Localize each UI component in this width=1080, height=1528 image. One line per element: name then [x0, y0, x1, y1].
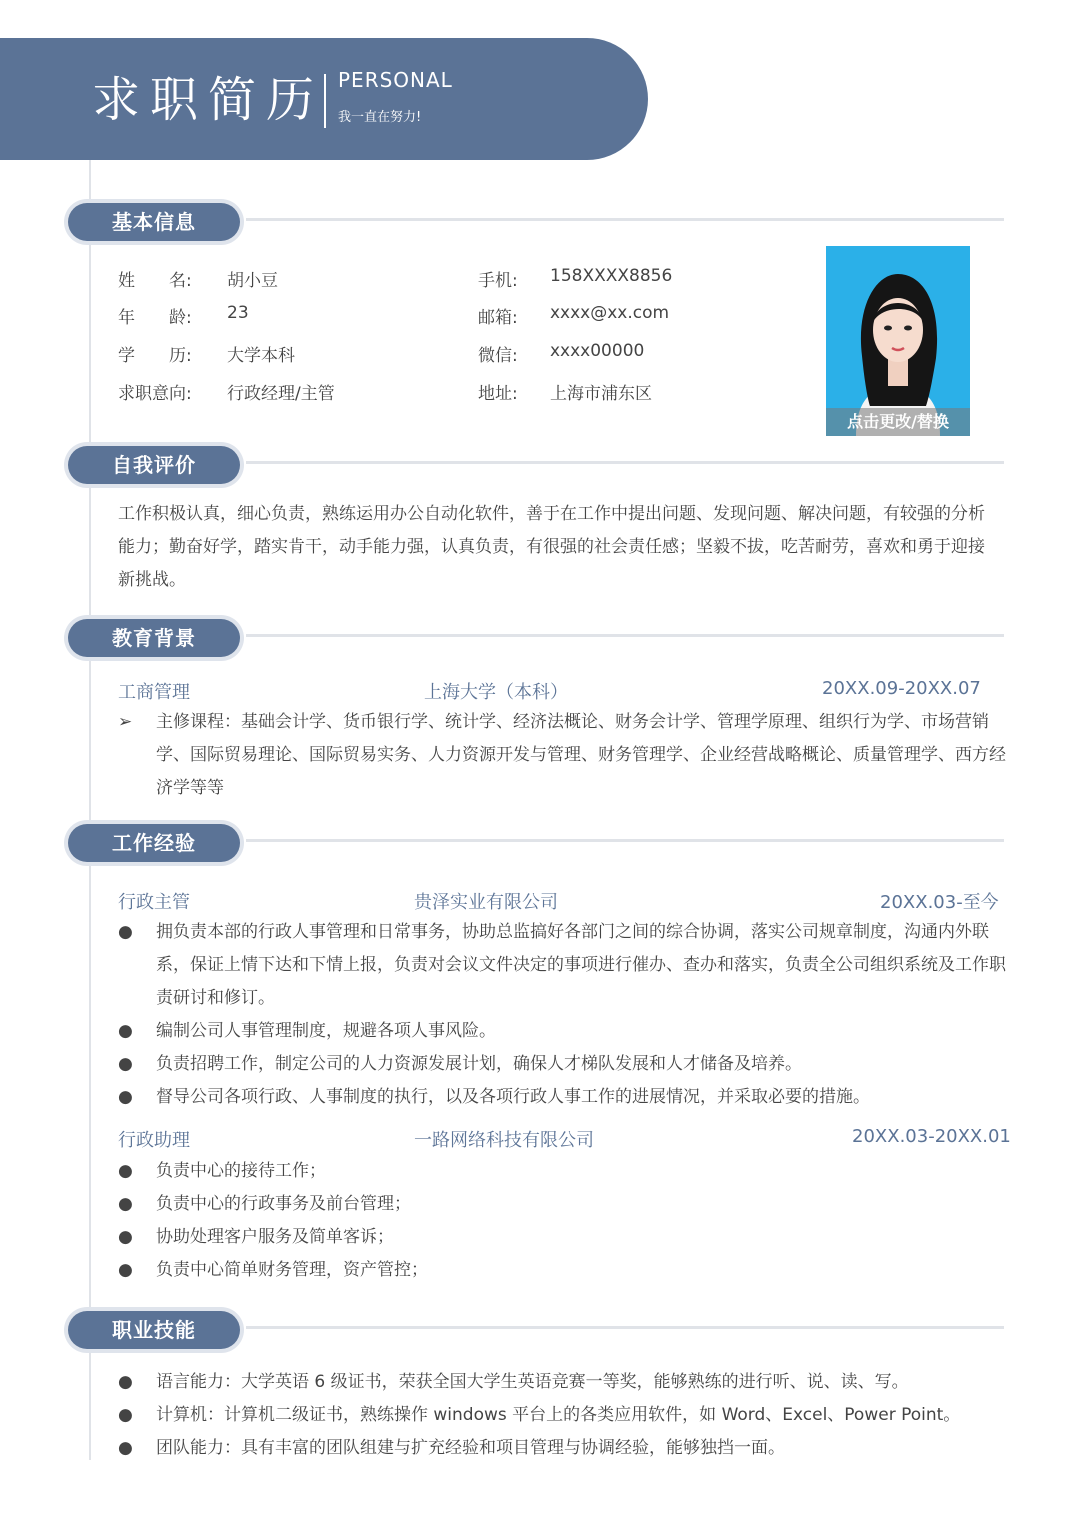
- email-value: xxxx@xx.com: [550, 303, 670, 323]
- job-2-company: 一路网络科技有限公司: [414, 1130, 594, 1151]
- address-value: 上海市浦东区: [550, 384, 652, 404]
- section-divider: [246, 634, 1004, 637]
- job-2-period: 20XX.03-20XX.01: [852, 1126, 1011, 1147]
- arrow-icon: ➢: [118, 712, 133, 732]
- header-divider: [324, 74, 326, 128]
- edu-period: 20XX.09-20XX.07: [822, 678, 981, 699]
- section-education: 教育背景: [68, 619, 240, 657]
- job-1-title: 行政主管: [118, 892, 190, 913]
- wechat-value: xxxx00000: [550, 341, 645, 361]
- edu-major: 工商管理: [118, 682, 190, 703]
- job-1-period: 20XX.03-至今: [880, 892, 999, 913]
- intent-label: 求职意向:: [118, 384, 192, 404]
- section-basic-info: 基本信息: [68, 203, 240, 241]
- section-divider: [246, 218, 1004, 221]
- profile-photo[interactable]: [826, 246, 970, 436]
- bullet-icon: ●: [118, 1021, 133, 1041]
- phone-value: 158XXXX8856: [550, 266, 673, 286]
- degree-value: 大学本科: [227, 346, 295, 366]
- wechat-label: 微信:: [478, 346, 518, 366]
- bullet-icon: ●: [118, 1194, 133, 1214]
- bullet-icon: ●: [118, 1227, 133, 1247]
- timeline-line: [89, 160, 91, 1460]
- header-subtitle: PERSONAL: [338, 68, 453, 92]
- email-label: 邮箱:: [478, 308, 518, 328]
- degree-label: 学 历:: [118, 346, 192, 366]
- bullet-icon: ●: [118, 1372, 133, 1392]
- address-label: 地址:: [478, 384, 518, 404]
- bullet-icon: ●: [118, 922, 133, 942]
- name-label: 姓 名:: [118, 271, 192, 291]
- resume-title: 求职简历: [92, 72, 325, 128]
- name-value: 胡小豆: [227, 271, 278, 291]
- bullet-icon: ●: [118, 1405, 133, 1425]
- bullet-icon: ●: [118, 1054, 133, 1074]
- phone-label: 手机:: [478, 271, 518, 291]
- header-motto: 我一直在努力!: [338, 110, 422, 125]
- section-divider: [246, 1326, 1004, 1329]
- bullet-icon: ●: [118, 1260, 133, 1280]
- section-self-evaluation: 自我评价: [68, 446, 240, 484]
- section-work-experience: 工作经验: [68, 824, 240, 862]
- edu-school: 上海大学（本科）: [424, 682, 568, 703]
- section-divider: [246, 839, 1004, 842]
- job-2-title: 行政助理: [118, 1130, 190, 1151]
- change-photo-button[interactable]: 点击更改/替换: [826, 408, 970, 436]
- bullet-icon: ●: [118, 1438, 133, 1458]
- age-value: 23: [227, 303, 249, 323]
- bullet-icon: ●: [118, 1087, 133, 1107]
- bullet-icon: ●: [118, 1161, 133, 1181]
- job-1-company: 贵泽实业有限公司: [414, 892, 558, 913]
- self-evaluation-text: 工作积极认真，细心负责，熟练运用办公自动化软件，善于在工作中提出问题、发现问题、解决问题，有较强的分析能力；勤奋好学，踏实肯干，动手能力强，认真负责，有很强的社会责任感；坚毅不拔，吃苦耐劳，喜欢和勇于迎接新挑战。: [118, 504, 985, 590]
- age-label: 年 龄:: [118, 308, 192, 328]
- section-divider: [246, 461, 1004, 464]
- section-skills: 职业技能: [68, 1311, 240, 1349]
- intent-value: 行政经理/主管: [227, 384, 335, 404]
